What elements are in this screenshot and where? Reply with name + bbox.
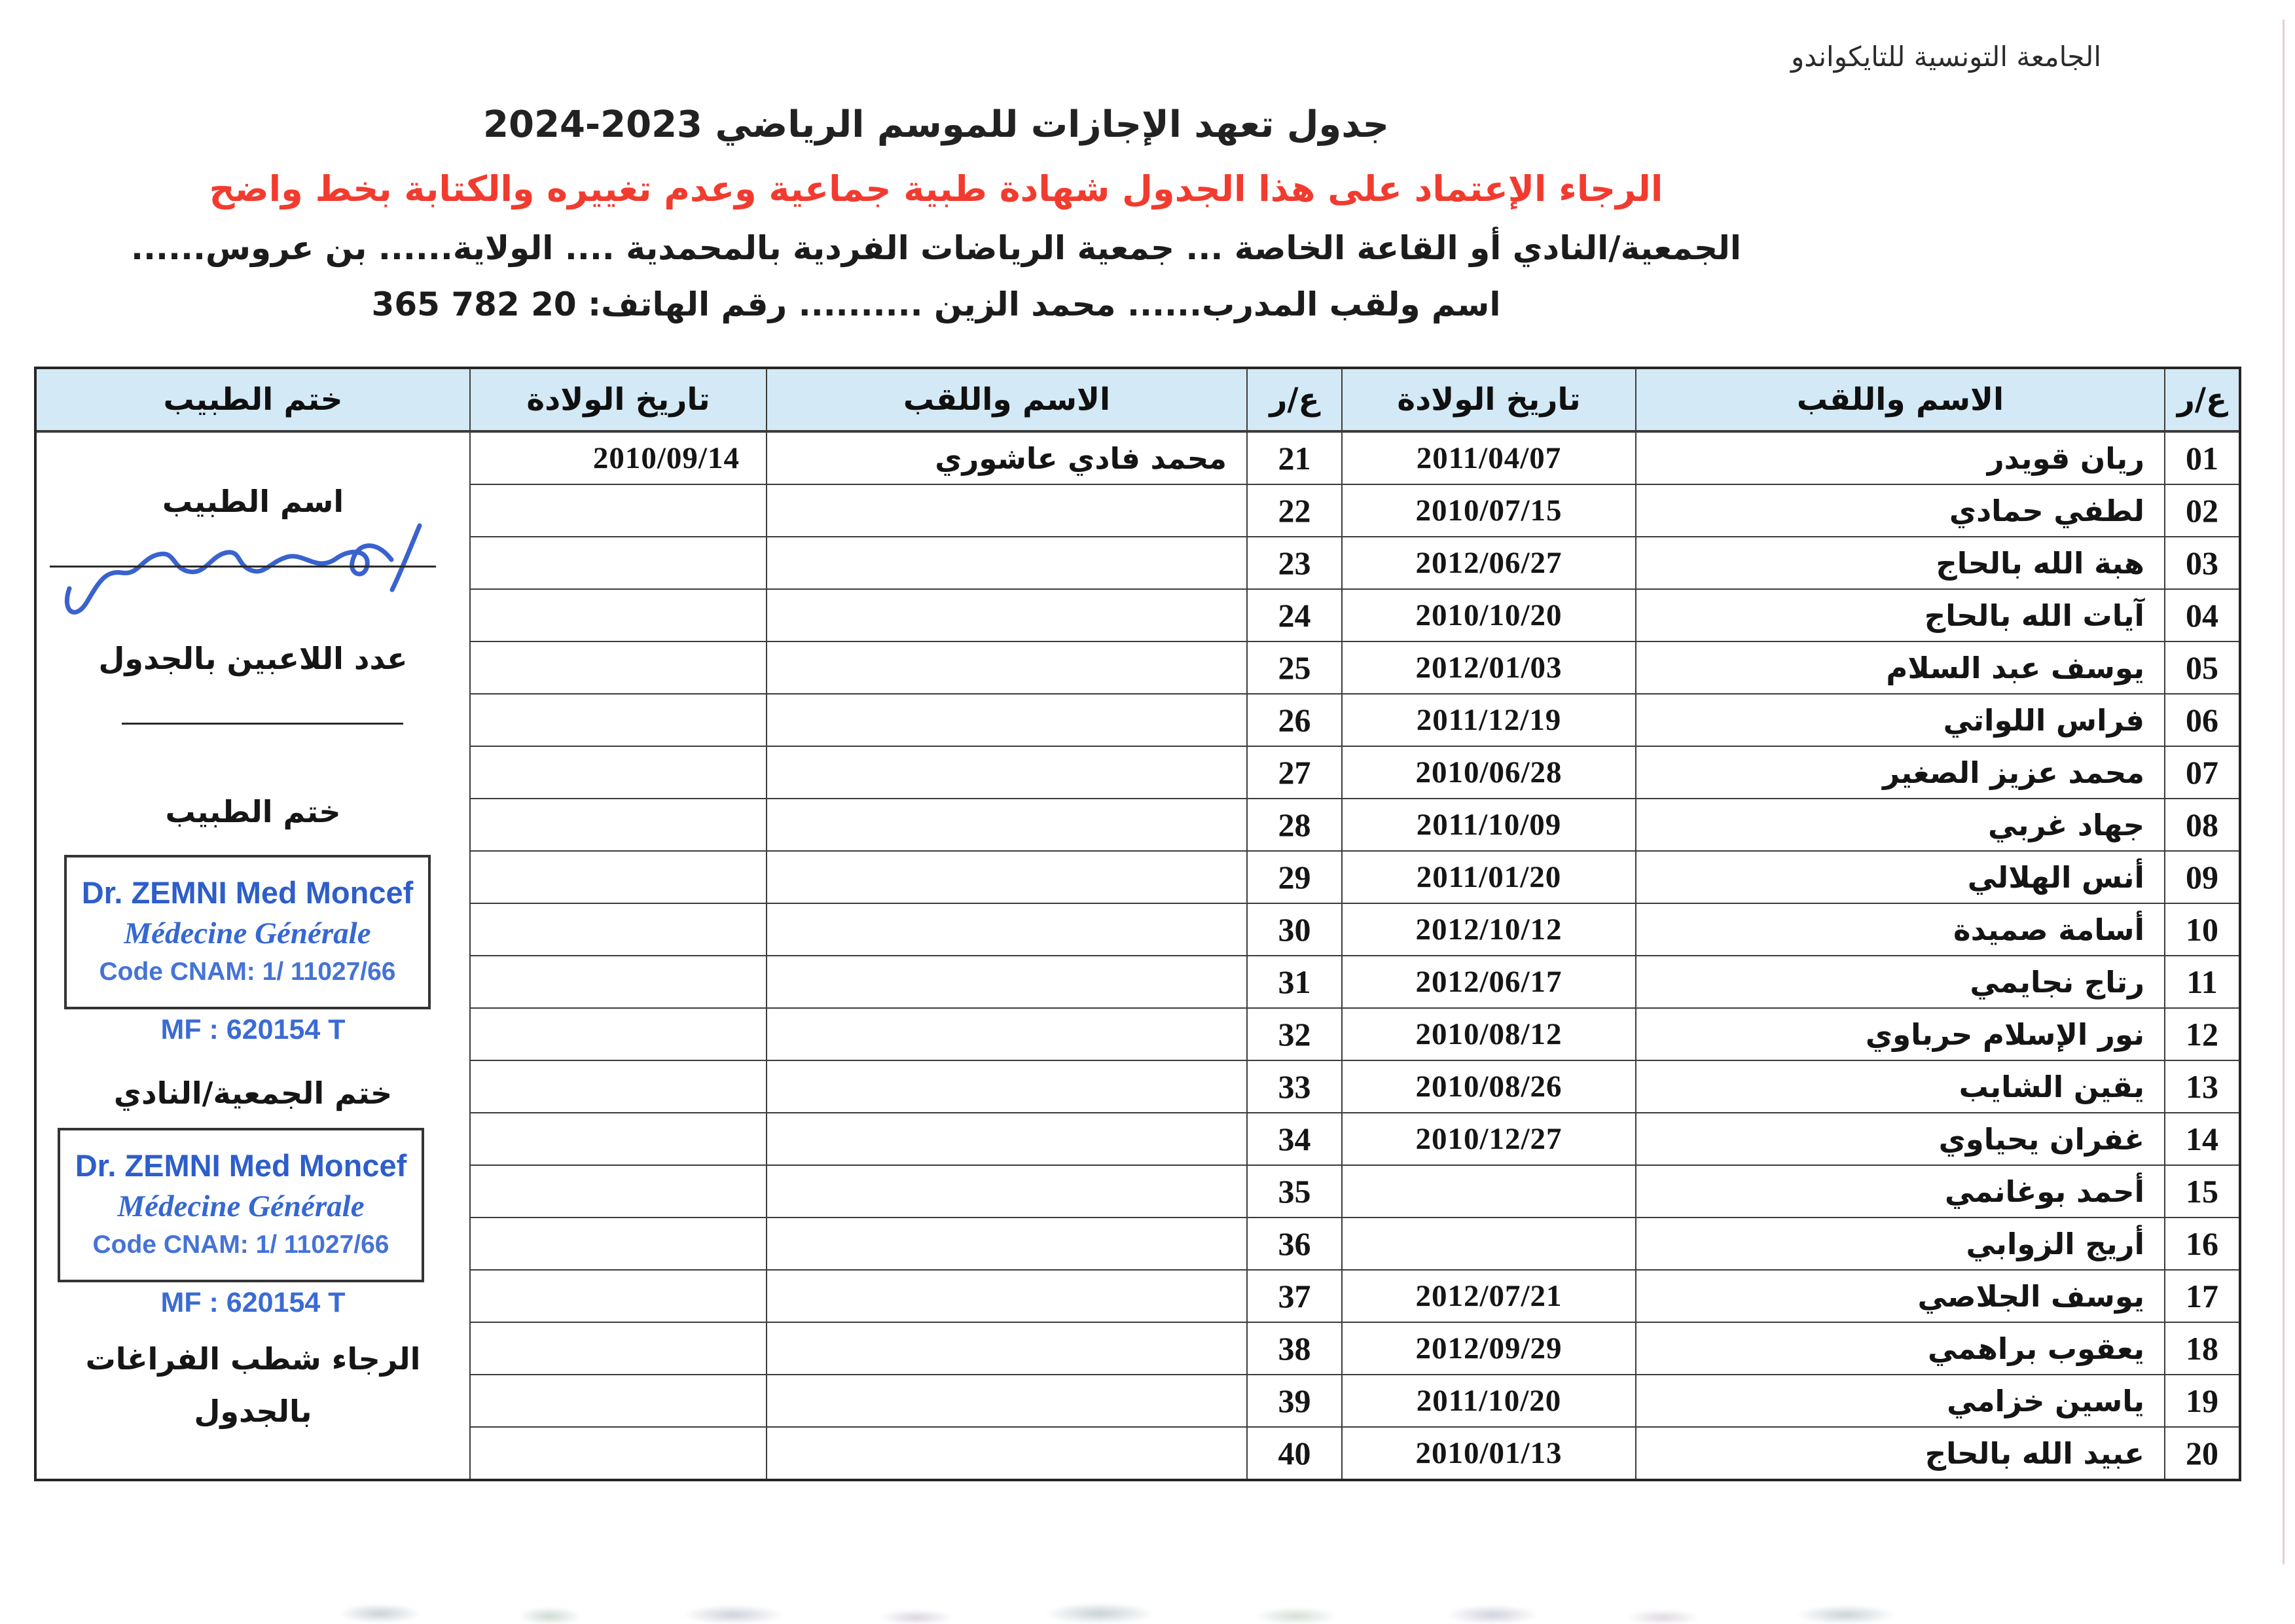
dob-cell-right-18: 2012/09/29: [1341, 1322, 1635, 1374]
dob-cell-right-12: 2010/08/12: [1341, 1007, 1635, 1060]
dob-cell-left-29: [469, 850, 766, 903]
name-cell-right-09: أنس الهلالي: [1635, 850, 2164, 903]
dob-cell-left-25: [469, 641, 766, 693]
num-cell-35: 35: [1246, 1164, 1341, 1217]
num-cell-20: 20: [2164, 1426, 2239, 1479]
stamp-mf-code: MF : 620154 T: [160, 1287, 346, 1318]
name-cell-left-27: [766, 746, 1246, 798]
num-cell-25: 25: [1246, 641, 1341, 693]
stamp-doctor-name: Dr. ZEMNI Med Moncef: [75, 1148, 407, 1183]
num-cell-13: 13: [2164, 1060, 2239, 1112]
num-cell-30: 30: [1246, 903, 1341, 955]
dob-cell-left-22: [469, 484, 766, 536]
num-cell-16: 16: [2164, 1217, 2239, 1269]
dob-cell-left-32: [469, 1007, 766, 1060]
num-cell-22: 22: [1246, 484, 1341, 536]
num-cell-18: 18: [2164, 1322, 2239, 1374]
num-cell-03: 03: [2164, 536, 2239, 588]
num-cell-37: 37: [1246, 1269, 1341, 1322]
name-cell-left-33: [766, 1060, 1246, 1112]
dob-cell-left-31: [469, 955, 766, 1007]
dob-cell-right-19: 2011/10/20: [1341, 1374, 1635, 1426]
num-cell-21: 21: [1246, 431, 1341, 484]
dob-cell-left-24: [469, 588, 766, 641]
num-cell-26: 26: [1246, 693, 1341, 746]
num-cell-09: 09: [2164, 850, 2239, 903]
num-cell-01: 01: [2164, 431, 2239, 484]
num-cell-06: 06: [2164, 693, 2239, 746]
dob-cell-left-27: [469, 746, 766, 798]
dob-cell-right-15: [1341, 1164, 1635, 1217]
dob-cell-left-28: [469, 798, 766, 850]
num-cell-29: 29: [1246, 850, 1341, 903]
stamp-cnam-code: Code CNAM: 1/ 11027/66: [92, 1231, 389, 1259]
name-cell-left-26: [766, 693, 1246, 746]
name-cell-left-30: [766, 903, 1246, 955]
name-cell-right-18: يعقوب براهمي: [1635, 1322, 2164, 1374]
num-cell-31: 31: [1246, 955, 1341, 1007]
dob-cell-right-01: 2011/04/07: [1341, 431, 1635, 484]
dob-cell-left-40: [469, 1426, 766, 1479]
name-cell-left-31: [766, 955, 1246, 1007]
num-cell-40: 40: [1246, 1426, 1341, 1479]
stamp-specialty: Médecine Générale: [124, 916, 371, 950]
players-count-label: عدد اللاعبين بالجدول: [98, 641, 408, 676]
dob-cell-right-02: 2010/07/15: [1341, 484, 1635, 536]
header-dob-left: تاريخ الولادة: [469, 369, 766, 431]
name-cell-right-20: عبيد الله بالحاج: [1635, 1426, 2164, 1479]
stamp-doctor-name: Dr. ZEMNI Med Moncef: [81, 875, 414, 910]
dob-cell-right-13: 2010/08/26: [1341, 1060, 1635, 1112]
name-cell-left-34: [766, 1112, 1246, 1164]
name-cell-left-21: محمد فادي عاشوري: [766, 431, 1246, 484]
scan-smudge-band: [275, 1591, 1951, 1624]
name-cell-right-13: يقين الشايب: [1635, 1060, 2164, 1112]
club-stamp-label: ختم الجمعية/النادي: [113, 1075, 393, 1111]
dob-cell-left-38: [469, 1322, 766, 1374]
scan-page-edge: [2283, 20, 2285, 1564]
name-cell-left-28: [766, 798, 1246, 850]
dob-cell-left-26: [469, 693, 766, 746]
dob-cell-right-10: 2012/10/12: [1341, 903, 1635, 955]
dob-cell-right-03: 2012/06/27: [1341, 536, 1635, 588]
dob-cell-right-11: 2012/06/17: [1341, 955, 1635, 1007]
signature-line: [50, 566, 436, 568]
club-line: الجمعية/النادي أو القاعة الخاصة ... جمعية الرياضات الفردية بالمحمدية .... الولاية...... بن عروس......: [130, 229, 1741, 267]
name-cell-right-07: محمد عزيز الصغير: [1635, 746, 2164, 798]
header-name-right: الاسم واللقب: [1635, 369, 2164, 431]
dob-cell-left-37: [469, 1269, 766, 1322]
num-cell-14: 14: [2164, 1112, 2239, 1164]
blanks-note-line1: الرجاء شطب الفراغات: [85, 1341, 421, 1377]
name-cell-left-23: [766, 536, 1246, 588]
num-cell-10: 10: [2164, 903, 2239, 955]
red-notice-line: الرجاء الإعتماد على هذا الجدول شهادة طبية جماعية وعدم تغييره والكتابة بخط واضح: [209, 168, 1663, 209]
num-cell-08: 08: [2164, 798, 2239, 850]
num-cell-34: 34: [1246, 1112, 1341, 1164]
dob-cell-right-14: 2010/12/27: [1341, 1112, 1635, 1164]
name-cell-right-17: يوسف الجلاصي: [1635, 1269, 2164, 1322]
header-dob-right: تاريخ الولادة: [1341, 369, 1635, 431]
doctor-signature: [56, 511, 443, 629]
dob-cell-right-04: 2010/10/20: [1341, 588, 1635, 641]
stamp-cnam-code: Code CNAM: 1/ 11027/66: [99, 958, 396, 986]
num-cell-23: 23: [1246, 536, 1341, 588]
num-cell-17: 17: [2164, 1269, 2239, 1322]
name-cell-left-32: [766, 1007, 1246, 1060]
club-stamp-imprint: [58, 1128, 424, 1282]
coach-phone-line: اسم ولقب المدرب...... محمد الزين .......... رقم الهاتف: 20 782 365: [371, 285, 1501, 323]
name-cell-right-08: جهاد غربي: [1635, 798, 2164, 850]
name-cell-right-15: أحمد بوغانمي: [1635, 1164, 2164, 1217]
num-cell-04: 04: [2164, 588, 2239, 641]
num-cell-39: 39: [1246, 1374, 1341, 1426]
name-cell-left-29: [766, 850, 1246, 903]
name-cell-right-05: يوسف عبد السلام: [1635, 641, 2164, 693]
doctor-stamp-imprint: [64, 855, 431, 1009]
doctor-stamp-column: [37, 431, 469, 1479]
num-cell-28: 28: [1246, 798, 1341, 850]
dob-cell-right-05: 2012/01/03: [1341, 641, 1635, 693]
name-cell-right-10: أسامة صميدة: [1635, 903, 2164, 955]
name-cell-left-36: [766, 1217, 1246, 1269]
dob-cell-right-16: [1341, 1217, 1635, 1269]
num-cell-19: 19: [2164, 1374, 2239, 1426]
stamp-specialty: Médecine Générale: [117, 1189, 365, 1223]
document-headings: [0, 0, 1872, 323]
dob-cell-right-20: 2010/01/13: [1341, 1426, 1635, 1479]
stamp-mf-code: MF : 620154 T: [160, 1014, 346, 1045]
dob-cell-left-34: [469, 1112, 766, 1164]
name-cell-left-25: [766, 641, 1246, 693]
num-cell-11: 11: [2164, 955, 2239, 1007]
num-cell-36: 36: [1246, 1217, 1341, 1269]
name-cell-right-19: ياسين خزامي: [1635, 1374, 2164, 1426]
header-doctor-stamp: ختم الطبيب: [37, 369, 469, 431]
header-num-left: ع/ر: [1246, 369, 1341, 431]
doctor-name-label: اسم الطبيب: [162, 484, 344, 519]
dob-cell-right-17: 2012/07/21: [1341, 1269, 1635, 1322]
num-cell-12: 12: [2164, 1007, 2239, 1060]
dob-cell-left-35: [469, 1164, 766, 1217]
name-cell-right-12: نور الإسلام حرباوي: [1635, 1007, 2164, 1060]
blanks-note-line2: بالجدول: [194, 1394, 312, 1429]
name-cell-left-37: [766, 1269, 1246, 1322]
dob-cell-left-39: [469, 1374, 766, 1426]
dob-cell-left-36: [469, 1217, 766, 1269]
header-name-left: الاسم واللقب: [766, 369, 1246, 431]
name-cell-left-38: [766, 1322, 1246, 1374]
name-cell-right-04: آيات الله بالحاج: [1635, 588, 2164, 641]
name-cell-left-39: [766, 1374, 1246, 1426]
num-cell-27: 27: [1246, 746, 1341, 798]
name-cell-right-03: هبة الله بالحاج: [1635, 536, 2164, 588]
dob-cell-right-07: 2010/06/28: [1341, 746, 1635, 798]
num-cell-33: 33: [1246, 1060, 1341, 1112]
name-cell-right-06: فراس اللواتي: [1635, 693, 2164, 746]
organisation-name: الجامعة التونسية للتايكواندو: [1791, 41, 2101, 73]
num-cell-24: 24: [1246, 588, 1341, 641]
document-title: جدول تعهد الإجازات للموسم الرياضي 2023-2024: [483, 103, 1389, 146]
licence-table: [34, 367, 2241, 1481]
dob-cell-left-33: [469, 1060, 766, 1112]
name-cell-right-14: غفران يحياوي: [1635, 1112, 2164, 1164]
dob-cell-left-21: 2010/09/14: [469, 431, 766, 484]
dob-cell-left-30: [469, 903, 766, 955]
dob-cell-right-06: 2011/12/19: [1341, 693, 1635, 746]
name-cell-right-16: أريج الزوابي: [1635, 1217, 2164, 1269]
header-num-right: ع/ر: [2164, 369, 2239, 431]
name-cell-left-24: [766, 588, 1246, 641]
num-cell-02: 02: [2164, 484, 2239, 536]
num-cell-05: 05: [2164, 641, 2239, 693]
num-cell-32: 32: [1246, 1007, 1341, 1060]
num-cell-38: 38: [1246, 1322, 1341, 1374]
name-cell-left-40: [766, 1426, 1246, 1479]
num-cell-07: 07: [2164, 746, 2239, 798]
dob-cell-left-23: [469, 536, 766, 588]
name-cell-left-35: [766, 1164, 1246, 1217]
name-cell-right-01: ريان قويدر: [1635, 431, 2164, 484]
doctor-stamp-label: ختم الطبيب: [165, 794, 341, 829]
dob-cell-right-09: 2011/01/20: [1341, 850, 1635, 903]
players-count-line: [122, 723, 403, 725]
name-cell-right-11: رتاج نجايمي: [1635, 955, 2164, 1007]
name-cell-left-22: [766, 484, 1246, 536]
num-cell-15: 15: [2164, 1164, 2239, 1217]
dob-cell-right-08: 2011/10/09: [1341, 798, 1635, 850]
name-cell-right-02: لطفي حمادي: [1635, 484, 2164, 536]
